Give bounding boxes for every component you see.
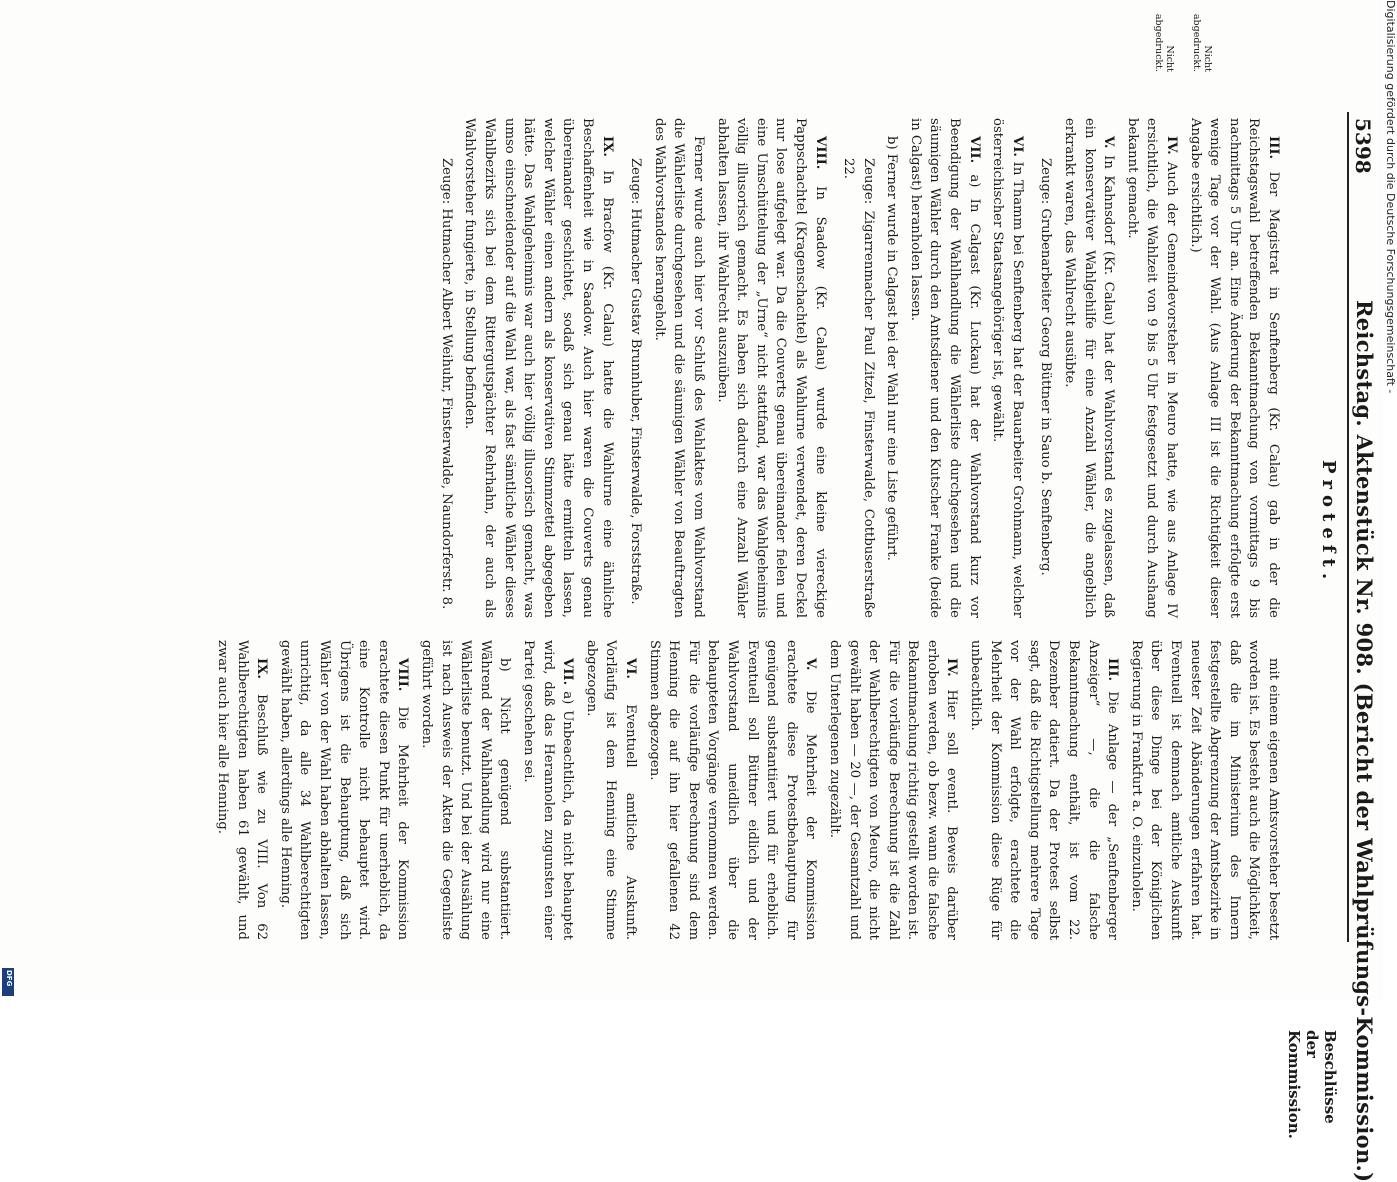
paragraph [416, 640, 514, 940]
paragraph-number: III. [1105, 658, 1121, 682]
paragraph [626, 118, 646, 618]
paragraph-number: IV. [944, 658, 960, 677]
paragraph-text: b) Nicht genügend substantiiert. Während der Wahlhandlung wird nur eine Wählerliste benutzt. Und bei der Ausählung ist nach Ausweis der Akten die Gegenliste geführt worden. [419, 640, 513, 940]
margin-note: Nicht abgedruckt. [1153, 13, 1175, 72]
margin-note: Nicht abgedruckt. [1191, 13, 1213, 72]
paragraph-number: V. [1101, 136, 1117, 149]
paragraph-number: III. [1266, 136, 1281, 160]
paragraph-number: V. [803, 658, 819, 671]
paragraph-number: VII. [966, 136, 982, 164]
paragraph [649, 118, 708, 618]
paragraph [966, 640, 1123, 940]
paragraph [213, 640, 272, 940]
paragraph-text: Eventuell amtliche Auskunft. Vorläufig ist dem Henning eine Stimme abgezogen. [583, 640, 638, 940]
paragraph [1059, 118, 1118, 618]
paragraph-text: In Thamm bei Senftenberg hat der Bauarbeiter Grohmann, welcher österreichischer Staatsangehöriger ist, gewählt. [990, 118, 1025, 618]
paragraph [518, 640, 577, 940]
paragraph-text: In Kahnsdorf (Kr. Calau) hat der Wahlvorstand es zugelassen, daß ein konservativer Wahlgehilfe für eine Anzahl Wähler, die angeblich erkrankt waren, das Wahlrecht ausübte. [1062, 118, 1117, 618]
subhead-protest: Proteft. [1318, 460, 1339, 586]
paragraph-number: VI. [623, 658, 638, 679]
paragraph-text: In Bracfow (Kr. Calau) hatte die Wahlurne eine ähnliche Beschaffenheit wie in Saadow. Auch hier waren die Couverts genau übereinander geschichtet, sodaß sich genau hätte ermitteln lassen, welcher Wähler einen andern als konservativen Stimmzettel abgegeben hätte. Das Wahlgeheimnis war auch hier völlig illusorisch gemacht, was umso einschneidender auf die Wahl war, als fast sämtliche Wähler dieses Wahlbezirks sich bei dem Rittergutspächter Rehrhahn, der auch als Wahlvorsteher fungierte, in Stellung befinden. [462, 118, 615, 618]
running-head: Reichstag. Aktenstück Nr. 908. (Bericht der Wahlprüfungs-Kommission.) [1352, 300, 1377, 1182]
paragraph [1185, 118, 1283, 618]
header-rule [1347, 112, 1349, 942]
paragraph-text: Die Mehrheit der Kommission erachtete diesen Punkt für unerheblich, da eine Kontrolle nicht behauptet wird. Übrigens ist die Behauptung, daß sich Wähler von der Wahl haben abhalten lassen, unrichtig, da alle 34 Wahlberechtigten gewählt haben, allerdings alle Henning. [277, 640, 411, 940]
paragraph [1036, 118, 1056, 618]
paragraph [275, 640, 412, 940]
paragraph-text: Auch der Gemeindevorsteher in Meuro hatte, wie aus Anlage IV ersichtlich, die Wahlzeit von 9 bis 5 Uhr festgesetzt und durch Aushang bekannt gemacht. [1124, 118, 1180, 618]
paragraph [712, 118, 830, 618]
paragraph-text: Zeuge: Grubenarbeiter Georg Büttner in Sauo b. Senftenberg. [1038, 158, 1054, 576]
paragraph [436, 118, 456, 618]
paragraph-text: a) In Calgast (Kr. Luckau) hat der Wahlvorstand kurz vor Beendigung der Wahlhandlung die Wählerliste durchgesehen und die säumigen Wähler durch den Amtsdiener und den Kutscher Franke (beide in Calgast) heranholen lassen. [907, 118, 982, 618]
paragraph-number: VI. [1009, 136, 1025, 157]
paragraph-text: mit einem eigenen Amtsvorsteher besetzt worden ist. Es besteht auch die Möglichkeit, daß die im Ministerium des Innern festgestellte Abgrenzung der Amtsbezirke in neuester Zeit Abänderungen erfahren hat. Eventuell ist demnach amtliche Auskunft über diese Dinge bei der Königlichen Regierung in Frankfurt a. O. einzuholen. [1128, 640, 1281, 940]
paragraph-text: b) Ferner wurde in Calgast bei der Wahl nur eine Liste geführt. [884, 136, 900, 561]
paragraph-text: Der Magistrat in Senftenberg (Kr. Calau) gab in der die Reichstagswahl betreffenden Bekanntmachung von vormittags 9 bis nachmittags 5 Uhr an. Eine Änderung der Bekanntmachung erfolgte erst wenige Tage vor der Wahl. (Aus Anlage III ist die Richtigkeit dieser Angabe ersichtlich.) [1187, 118, 1281, 618]
paragraph-number: IX. [254, 658, 270, 679]
paragraph [644, 640, 820, 940]
paragraph [839, 118, 878, 618]
paragraph [460, 118, 617, 618]
paragraph [581, 640, 640, 940]
paragraph-number: IX. [599, 136, 615, 157]
paragraph-text: Zeuge: Hutmacher Gustav Brunnhuber, Finsterwalde, Forststraße. [628, 158, 644, 605]
page-number: 5398 [1351, 118, 1375, 174]
paragraph [905, 118, 983, 618]
paragraph [988, 118, 1027, 618]
paragraph [882, 118, 902, 618]
paragraph-text: In Saadow (Kr. Calau) wurde eine kleine viereckige Pappschachtel (Kragenschachtel) als Wahlurne verwendet, deren Deckel nur lose aufgelegt war. Da die Couverts genau übereinander fielen und eine Umschüttelung der „Urne“ nicht stattfand, war das Wahlgeheimnis völlig illusorisch gemacht. Es haben sich dadurch eine Anzahl Wähler abhalten lassen, ihr Wahlrecht auszuüben. [714, 118, 828, 618]
paragraph-number: VII. [560, 658, 576, 686]
paragraph [1126, 640, 1283, 940]
paragraph-text: Beschluß wie zu VIII. Von 62 Wahlberechtigten haben 61 gewählt, und zwar auch hier alle Henning. [215, 640, 270, 940]
subhead-commission: Beschlüsse der Kommission. [1285, 1030, 1339, 1139]
paragraph-text: Zeuge: Zigarrenmacher Paul Zitzel, Finsterwalde, Cottbuserstraße 22. [841, 158, 876, 618]
digitization-credit: Digitalisierung gefördert durch die Deutsche Forschungsgemeinschaft - [1384, 0, 1397, 394]
paragraph-number: VIII. [812, 136, 828, 170]
paragraph [824, 640, 961, 940]
commission-column [209, 640, 1283, 940]
paragraph-number: VIII. [395, 658, 411, 692]
protest-column [427, 118, 1283, 618]
paragraph-text: Die Anlage — der „Senftenberger Anzeiger“ —, die die falsche Bekanntmachung enthält, ist vom 22. Dezember datiert. Da der Protest selbst sagt, daß die Richtigstellung mehrere Tage vor der Wahl erfolgte, erachtete die Mehrheit der Kommission diese Rüge für unbeachtlich. [968, 640, 1121, 940]
paragraph [1122, 118, 1181, 618]
paragraph-text: Die Mehrheit der Kommission erachtete diese Protestbehauptung für genügend substantiiert und für erheblich. Eventuell soll Büttner eidlich und der Wahlvorstand uneidlich über die behaupteten Vorgänge vernommen werden. Für die vorläufige Berechnung sind dem Henning die auf ihn hier gefallenen 42 Stimmen abgezogen. [646, 640, 819, 940]
paragraph-text: a) Unbeachtlich, da nicht behauptet wird, daß das Herannolen zugunsten einer Partei geschehen sei. [521, 640, 576, 940]
dfg-logo [2, 968, 14, 996]
paragraph-text: Ferner wurde auch hier vor Schluß des Wahlaktes vom Wahlvorstand die Wählerliste durchgesehen und die säumigen Wähler von Beauftragten des Wahlvorstandes herangeholt. [651, 118, 706, 618]
paragraph-text: Zeuge: Hutmacher Albert Weihuhr, Finsterwalde, Naundorferstr. 8. [438, 158, 454, 610]
paragraph-text: Hier soll eventl. Beweis darüber erhoben werden, ob bezw. wann die falsche Bekanntmachung richtig gestellt worden ist. Für die vorläufige Berechnung ist die Zahl der Wahlberechtigten von Meuro, die nicht gewählt haben — 20 —, der Gesamtzahl und dem Unterlegenen zugezählt. [826, 640, 960, 940]
paragraph-number: IV. [1164, 136, 1180, 155]
dfg-logo-text: DFG [5, 970, 13, 987]
